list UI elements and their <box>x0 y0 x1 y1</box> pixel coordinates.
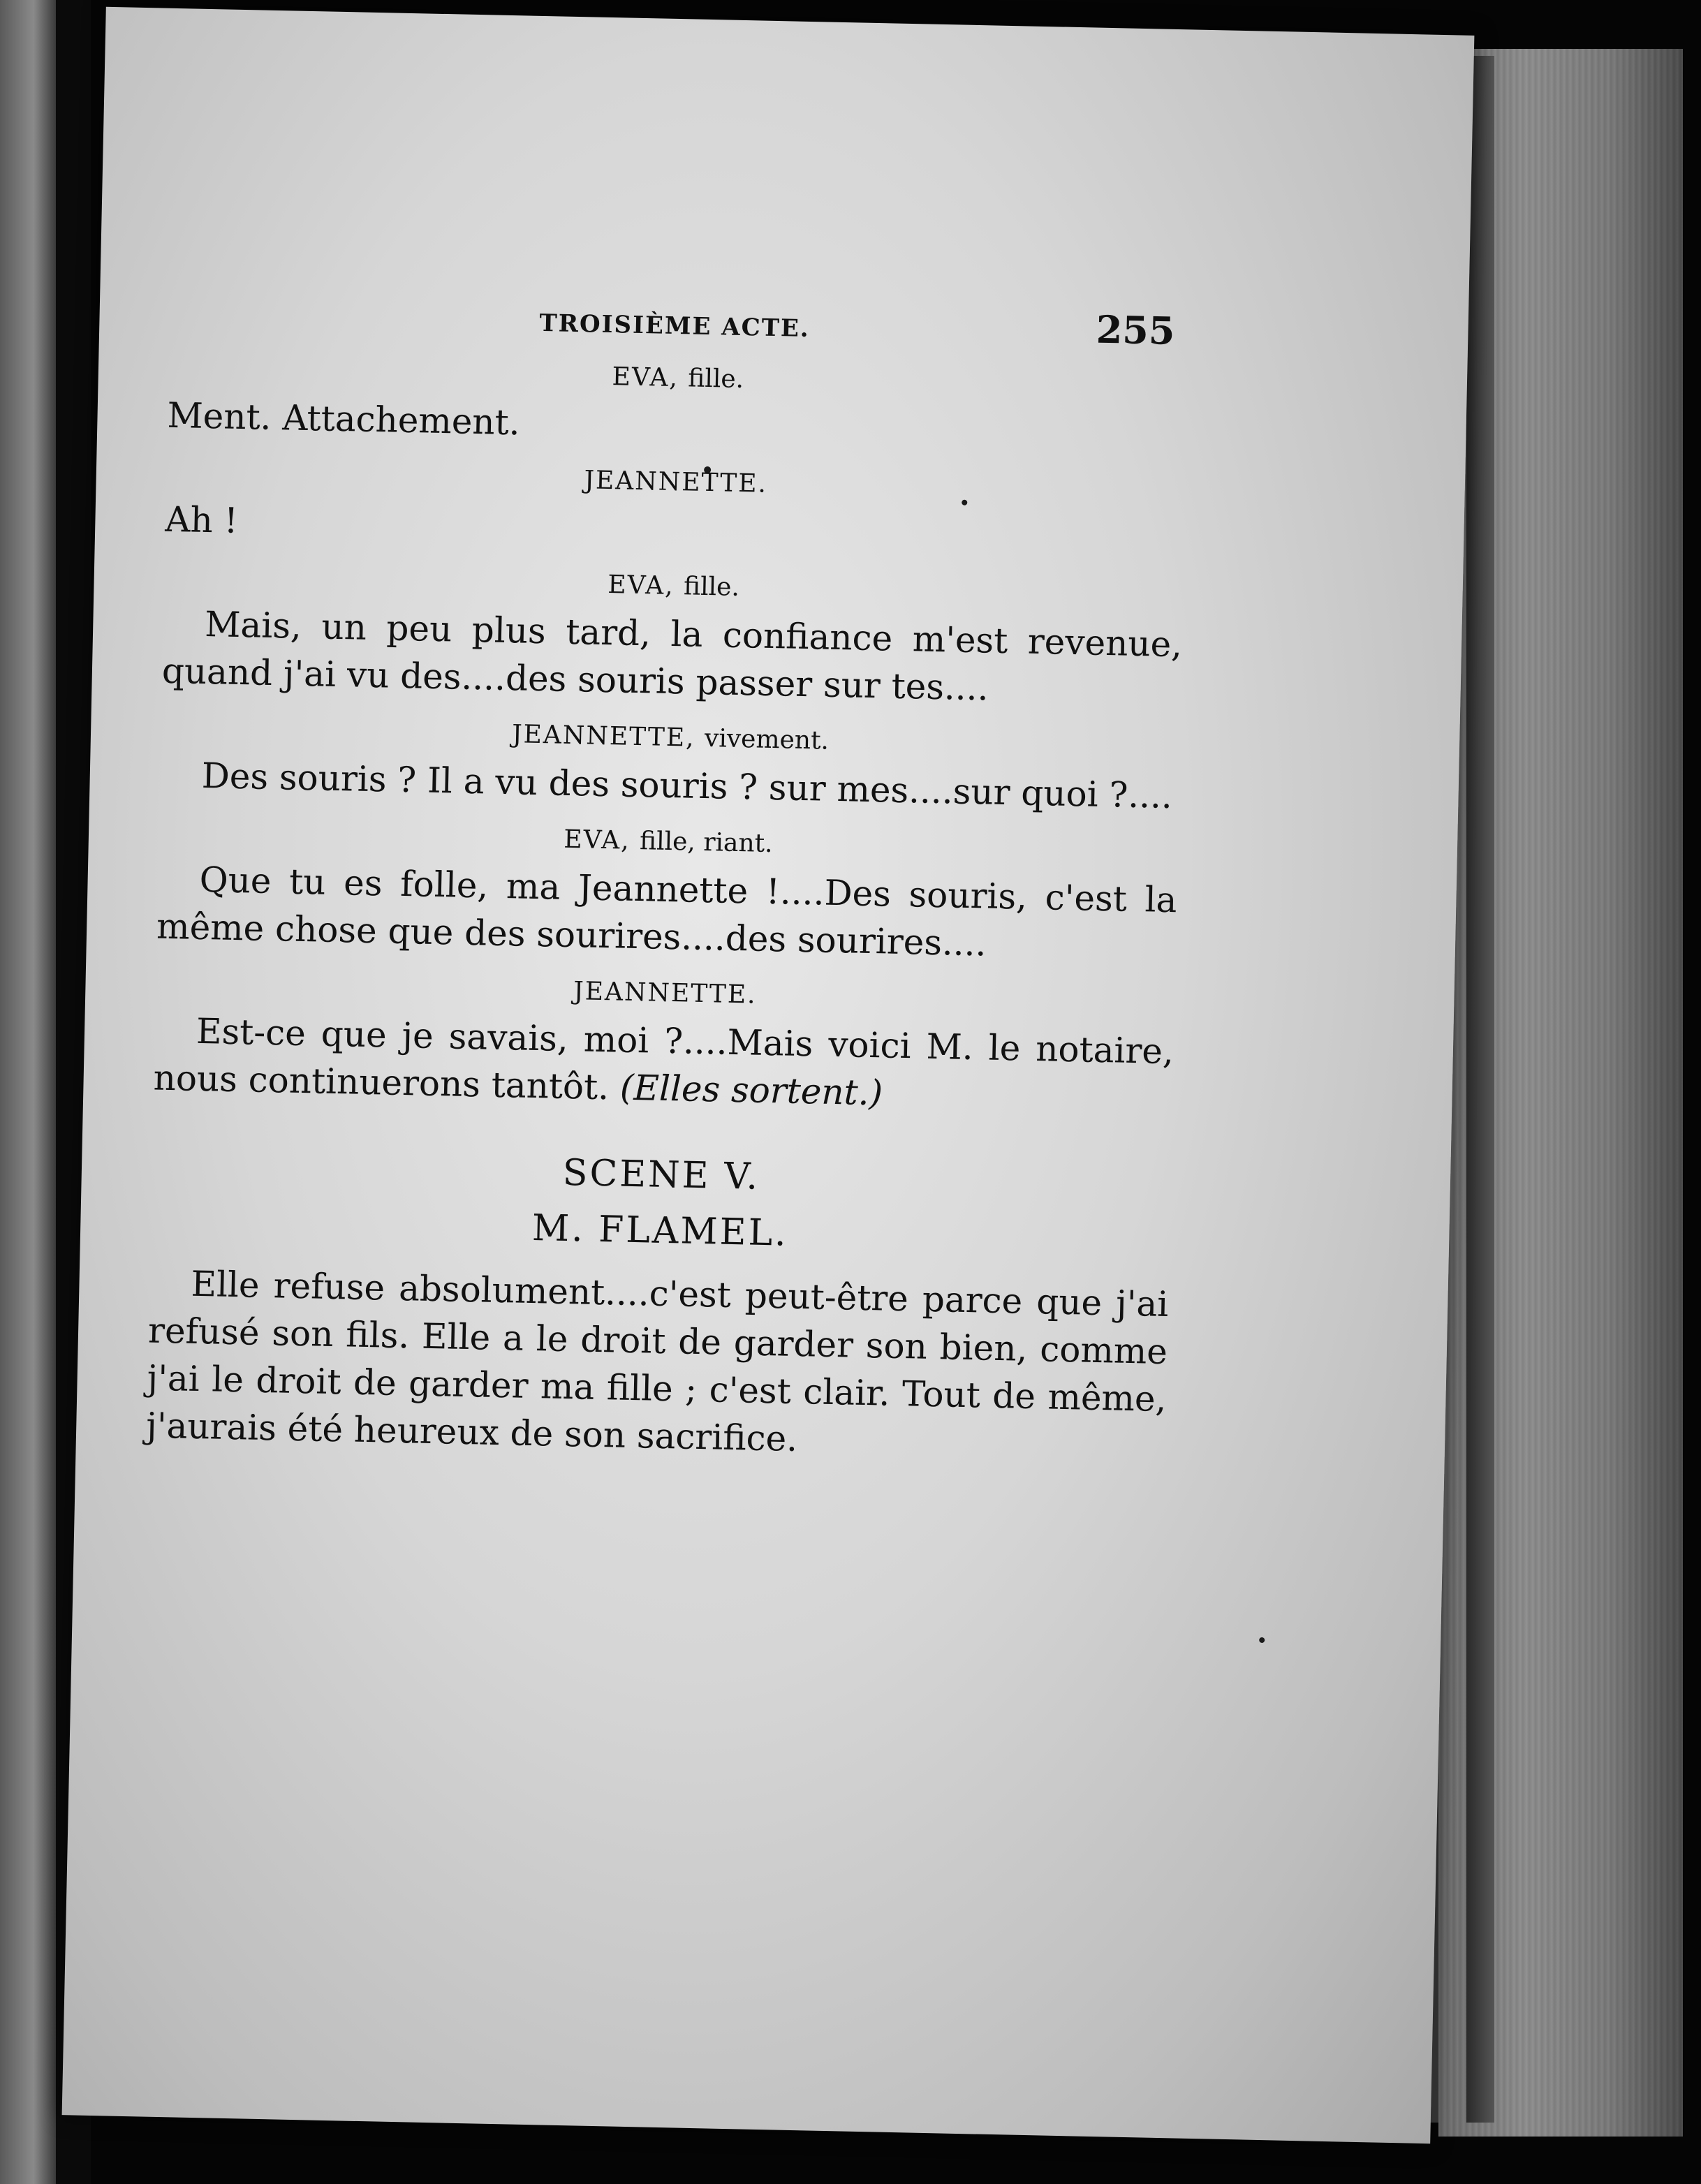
speaker-name: JEANNETTE. <box>584 466 768 499</box>
scene-heading: SCENE V. <box>562 1151 760 1198</box>
speech-line: Mais, un peu plus tard, la confiance m'est revenue, quand j'ai vu des....des souris passer sur tes.... <box>161 603 1183 709</box>
monologue: Elle refuse absolument....c'est peut-être parce que j'ai refusé son fils. Elle a le droit de garder son bien, comme j'ai le droit de garder ma fille ; c'est clair. Tout de même, j'aurais été heureux de son sacrifice. <box>145 1263 1169 1459</box>
cover-spine <box>1466 56 1494 2123</box>
scene-character: M. FLAMEL. <box>531 1207 789 1255</box>
page-number: 255 <box>1096 307 1176 353</box>
speaker-name: EVA, <box>563 825 631 855</box>
speech-line: Des souris ? Il a vu des souris ? sur mes....sur quoi ?.... <box>201 755 1173 817</box>
speaker-direction: vivement. <box>704 723 830 755</box>
speech-line: Que tu es folle, ma Jeannette !....Des souris, c'est la même chose que des sourires....des sourires.... <box>156 859 1177 964</box>
stage-direction: (Elles sortent.) <box>619 1067 883 1114</box>
speaker-direction: fille. <box>683 572 740 602</box>
speaker-name: JEANNETTE. <box>573 977 758 1010</box>
speech-line <box>153 1007 1174 1123</box>
speaker-name: EVA, <box>607 570 675 601</box>
book-page <box>62 7 1475 2144</box>
speech-text: Est-ce que je savais, moi ?....Mais voici M. le notaire, nous continuerons tantôt. <box>153 1010 1174 1108</box>
adjacent-page-edge <box>0 0 56 2184</box>
speaker-direction: fille, riant. <box>639 827 773 859</box>
running-head-title: TROISIÈME ACTE. <box>539 309 811 344</box>
speaker-direction: fille. <box>687 364 744 394</box>
speech-line: Ah ! <box>164 499 239 541</box>
speech-line: Ment. Attachement. <box>166 394 521 443</box>
speaker-name: JEANNETTE, <box>511 720 695 753</box>
page-text <box>146 288 1190 1470</box>
paper-speck <box>1259 1637 1265 1643</box>
running-head <box>539 295 1175 353</box>
speaker-name: EVA, <box>612 362 679 393</box>
